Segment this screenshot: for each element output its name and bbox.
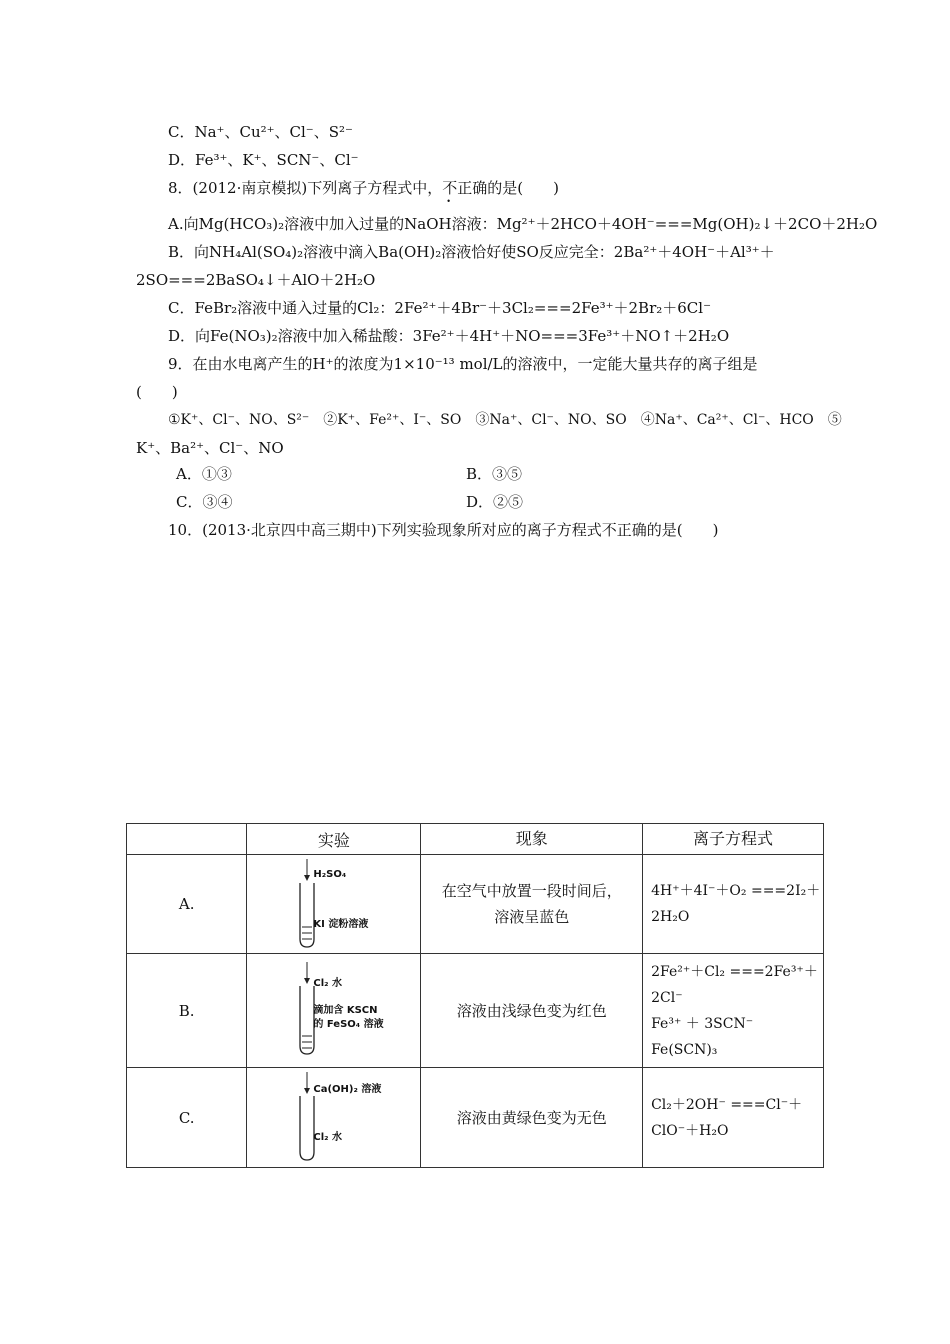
q8-emphasis: 不 <box>442 179 458 197</box>
q8-option-d: D．向Fe(NO₃)₂溶液中加入稀盐酸：3Fe²⁺＋4H⁺＋NO===3Fe³⁺＋NO↑＋2H₂O <box>168 327 730 345</box>
reagent-label: Cl₂ 水 <box>313 978 343 989</box>
q8-option-c: C．FeBr₂溶液中通入过量的Cl₂：2Fe²⁺＋4Br⁻＋3Cl₂===2Fe³⁺＋2Br₂＋6Cl⁻ <box>168 299 711 317</box>
equation-cell: 2Fe²⁺＋Cl₂ ===2Fe³⁺＋2Cl⁻ Fe³⁺ ＋ 3SCN⁻ Fe(SCN)₃ <box>643 954 824 1068</box>
header-equation: 离子方程式 <box>643 824 824 855</box>
header-experiment: 实验 <box>247 824 421 855</box>
experiment-table <box>126 823 824 1168</box>
table-row <box>127 954 824 1068</box>
table-row <box>127 1068 824 1168</box>
q9-stem: 9．在由水电离产生的H⁺的浓度为1×10⁻¹³ mol/L的溶液中，一定能大量共存的离子组是 <box>168 355 758 373</box>
experiment-cell <box>247 855 421 954</box>
q9-option-c: C．③④ <box>176 493 233 511</box>
q8-stem-text: 8．(2012·南京模拟)下列离子方程式中， <box>168 179 443 197</box>
row-label: C. <box>127 1068 247 1168</box>
q8-option-b-line2: 2SO===2BaSO₄↓＋AlO＋2H₂O <box>136 271 376 289</box>
q8-option-a: A.向Mg(HCO₃)₂溶液中加入过量的NaOH溶液：Mg²⁺＋2HCO＋4OH⁻===Mg(OH)₂↓＋2CO＋2H₂O <box>168 215 878 233</box>
solution-label: 滴加含 KSCN 的 FeSO₄ 溶液 <box>313 1005 384 1030</box>
table-row <box>127 855 824 954</box>
table-header-row <box>127 824 824 855</box>
experiment-cell <box>247 954 421 1068</box>
equation-cell: 4H⁺＋4I⁻＋O₂ ===2I₂＋2H₂O <box>643 855 824 954</box>
q9-option-a: A．①③ <box>176 465 232 483</box>
q9-option-b: B．③⑤ <box>466 465 523 483</box>
q7-option-c: C．Na⁺、Cu²⁺、Cl⁻、S²⁻ <box>168 123 353 141</box>
q9-paren: ( ) <box>136 383 178 401</box>
phenomenon-cell: 溶液由黄绿色变为无色 <box>421 1068 643 1168</box>
solution-label: KI 淀粉溶液 <box>313 919 369 930</box>
header-phenomenon: 现象 <box>421 824 643 855</box>
q7-option-d: D．Fe³⁺、K⁺、SCN⁻、Cl⁻ <box>168 151 359 169</box>
reagent-label: Ca(OH)₂ 溶液 <box>313 1084 382 1095</box>
q9-ion-groups: ①K⁺、Cl⁻、NO、S²⁻ ②K⁺、Fe²⁺、I⁻、SO ③Na⁺、Cl⁻、NO、SO ④Na⁺、Ca²⁺、Cl⁻、HCO ⑤ <box>168 412 842 428</box>
q10-stem: 10．(2013·北京四中高三期中)下列实验现象所对应的离子方程式不正确的是( ) <box>168 521 719 539</box>
experiment-cell <box>247 1068 421 1168</box>
equation-cell: Cl₂＋2OH⁻ ===Cl⁻＋ClO⁻＋H₂O <box>643 1068 824 1168</box>
q8-option-b-line1: B．向NH₄Al(SO₄)₂溶液中滴入Ba(OH)₂溶液恰好使SO反应完全：2Ba²⁺＋4OH⁻＋Al³⁺＋ <box>168 243 775 261</box>
phenomenon-cell: 溶液由浅绿色变为红色 <box>421 954 643 1068</box>
q8-stem <box>168 178 559 198</box>
solution-label: Cl₂ 水 <box>313 1132 343 1143</box>
phenomenon-cell: 在空气中放置一段时间后，溶液呈蓝色 <box>421 855 643 954</box>
reagent-label: H₂SO₄ <box>313 869 347 880</box>
row-label: B. <box>127 954 247 1068</box>
header-blank <box>127 824 247 855</box>
q9-option-d: D．②⑤ <box>466 493 524 511</box>
q8-stem-end: 正确的是( ) <box>457 179 559 197</box>
row-label: A. <box>127 855 247 954</box>
q9-ion-groups-cont: K⁺、Ba²⁺、Cl⁻、NO <box>136 439 284 457</box>
